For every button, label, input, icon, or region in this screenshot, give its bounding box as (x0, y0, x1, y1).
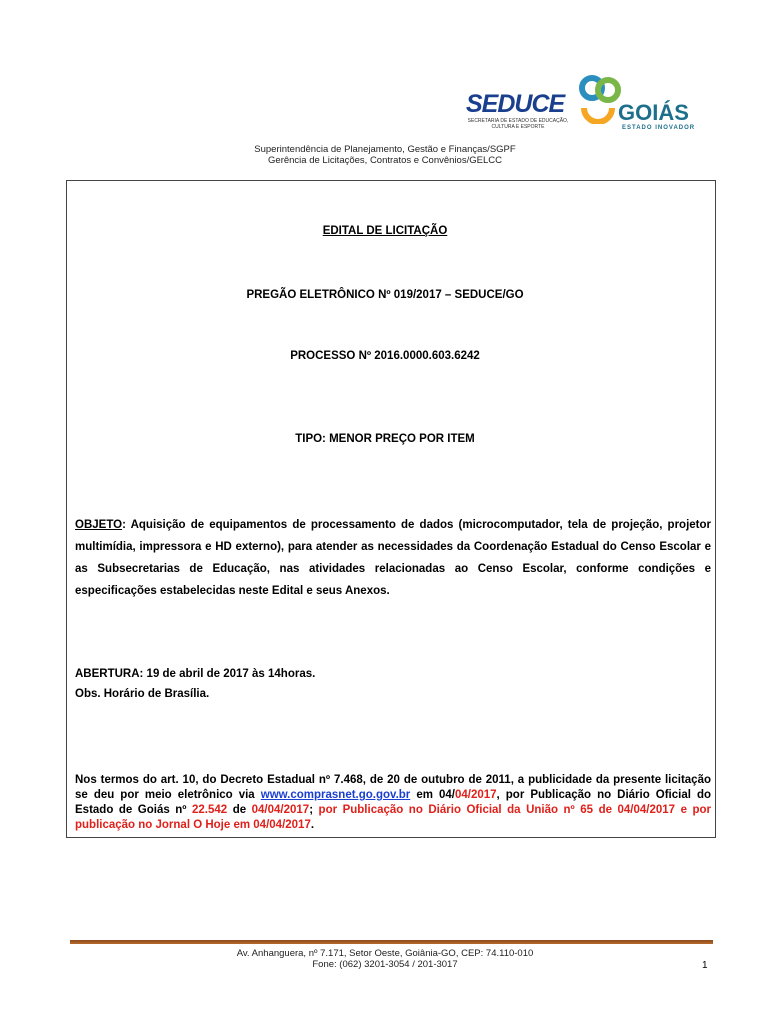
header-logos (460, 68, 710, 138)
content-frame (66, 180, 716, 838)
goias-logo-subtitle: ESTADO INOVADOR (622, 125, 696, 131)
obs-line: Obs. Horário de Brasília. (75, 688, 210, 700)
footer-line-2: Fone: (062) 3201-3054 / 201-3017 (312, 959, 458, 970)
tipo-line: TIPO: MENOR PREÇO POR ITEM (295, 433, 475, 445)
seduce-logo (466, 92, 570, 130)
header-line-2: Gerência de Licitações, Contratos e Convênios/GELCC (268, 155, 502, 166)
legal-text-3: , por Publicação no Diário Oficial do Estado de Goiás nº (75, 789, 712, 816)
footer-line-1: Av. Anhanguera, nº 7.171, Setor Oeste, Goiânia-GO, CEP: 74.110-010 (236, 948, 534, 959)
legal-red-1: 04/2017 (454, 789, 497, 801)
legal-paragraph (75, 773, 711, 833)
page-number: 1 (702, 960, 708, 971)
seduce-logo-subtitle (466, 118, 570, 130)
document-title: EDITAL DE LICITAÇÃO (322, 225, 448, 237)
legal-red-4: por Publicação no Diário Oficial da União nº 65 de 04/04/2017 e por publicação no Jornal O Hoje em 04/04/2017 (75, 804, 711, 831)
legal-text-5: ; (309, 804, 319, 816)
processo-number: PROCESSO Nº 2016.0000.603.6242 (290, 350, 480, 362)
comprasnet-link[interactable]: www.comprasnet.go.gov.br (260, 789, 411, 801)
seduce-logo-sub2: CULTURA E ESPORTE (491, 124, 545, 130)
footer-address (0, 948, 770, 970)
seduce-logo-word: SEDUCE (466, 90, 565, 118)
legal-text-4: de (227, 804, 252, 816)
header-department (0, 144, 770, 166)
objeto-label: OBJETO (75, 519, 123, 531)
legal-text-1: Nos termos do art. 10, do Decreto Estadual nº 7.468, de 20 de outubro de 2011, a publicidade da presente licitação se deu por meio eletrônico via (75, 774, 711, 801)
legal-red-3: 04/04/2017 (251, 804, 310, 816)
legal-text-2: em 04/ (410, 789, 455, 801)
abertura-block (75, 664, 315, 704)
goias-logo-icon (578, 74, 622, 124)
pregao-number: PREGÃO ELETRÔNICO Nº 019/2017 – SEDUCE/GO (246, 289, 524, 301)
header-line-1: Superintendência de Planejamento, Gestão e Finanças/SGPF (254, 144, 516, 155)
goias-logo-word: GOIÁS (618, 100, 689, 125)
seduce-logo-sub1: SECRETARIA DE ESTADO DE EDUCAÇÃO, (467, 118, 569, 124)
footer-divider (70, 940, 713, 944)
objeto-paragraph (75, 514, 711, 602)
objeto-text: : Aquisição de equipamentos de processamento de dados (microcomputador, tela de projeção, projetor multimídia, impressora e HD externo), para atender as necessidades da Coordenação Estadual do Censo Escolar e as Subsecretarias de Educação, nas atividades relacionadas ao Censo Escolar, conforme condições e especificações estabelecidas neste Edital e seus Anexos. (75, 519, 711, 597)
legal-red-2: 22.542 (192, 804, 228, 816)
legal-text-6: . (310, 819, 315, 831)
abertura-line: ABERTURA: 19 de abril de 2017 às 14horas. (75, 668, 316, 680)
